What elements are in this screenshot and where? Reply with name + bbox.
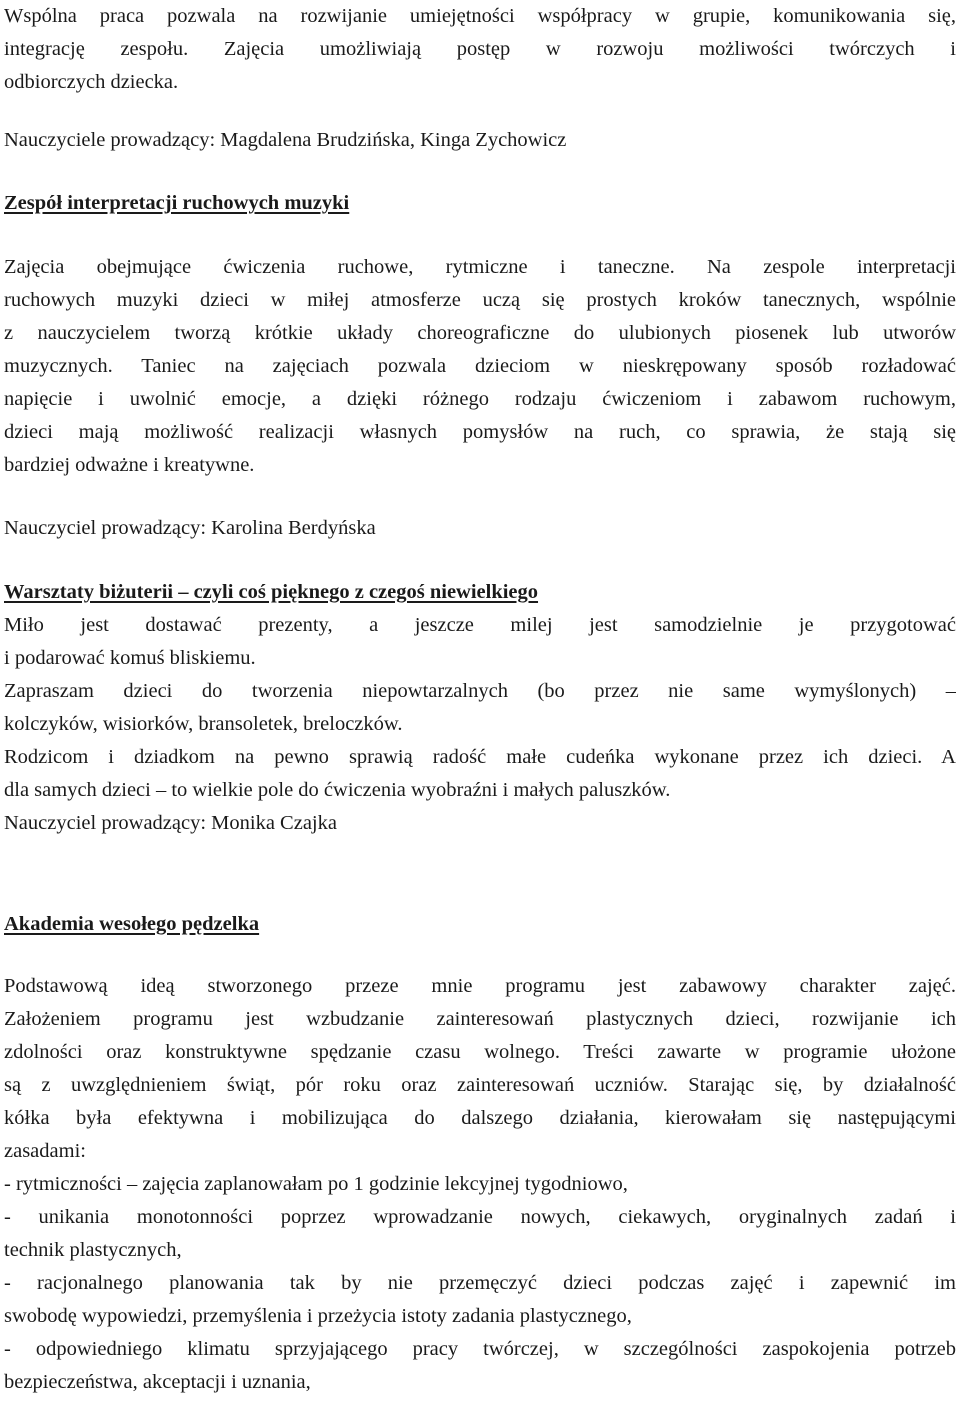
paragraph-line: odbiorczych dziecka. bbox=[4, 71, 179, 93]
paragraph-line: i podarować komuś bliskiemu. bbox=[4, 647, 256, 669]
paragraph-line: muzycznych. Taniec na zajęciach pozwala dzieciom w nieskrępowany sposób rozładować bbox=[4, 355, 956, 377]
teacher-line-2 bbox=[4, 512, 956, 545]
jewelry-paragraph bbox=[4, 609, 956, 840]
paragraph-line: Zapraszam dzieci do tworzenia niepowtarzalnych (bo przez nie same wymyślonych) – bbox=[4, 680, 956, 702]
paragraph-line: Założeniem programu jest wzbudzanie zainteresowań plastycznych dzieci, rozwijanie ich bbox=[4, 1008, 956, 1030]
paragraph-line: Nauczyciele prowadzący: Magdalena Brudzińska, Kinga Zychowicz bbox=[4, 129, 567, 151]
paragraph-line: Wspólna praca pozwala na rozwijanie umiejętności współpracy w grupie, komunikowania się, bbox=[4, 5, 956, 27]
paragraph-line: swobodę wypowiedzi, przemyślenia i przeżycia istoty zadania plastycznego, bbox=[4, 1305, 632, 1327]
paragraph-line: Nauczyciel prowadzący: Karolina Berdyńska bbox=[4, 517, 376, 539]
paragraph-line: - odpowiedniego klimatu sprzyjającego pracy twórczej, w szczególności zaspokojenia potrzeb bbox=[4, 1338, 956, 1360]
paragraph-line: są z uwzględnieniem świąt, pór roku oraz zainteresowań uczniów. Starając się, by działalność bbox=[4, 1074, 956, 1096]
paragraph-line: kolczyków, wisiorków, bransoletek, breloczków. bbox=[4, 713, 403, 735]
paragraph-line: ruchowych muzyki dzieci w miłej atmosferze uczą się prostych kroków tanecznych, wspólnie bbox=[4, 289, 956, 311]
paragraph-line: zasadami: bbox=[4, 1140, 86, 1162]
paragraph-line: z nauczycielem tworzą krótkie układy choreograficzne do ulubionych piosenek lub utworów bbox=[4, 322, 956, 344]
paragraph-line: technik plastycznych, bbox=[4, 1239, 182, 1261]
paragraph-line: bezpieczeństwa, akceptacji i uznania, bbox=[4, 1371, 311, 1393]
paragraph-line: kółka była efektywna i mobilizująca do dalszego działania, kierowałam się następującymi bbox=[4, 1107, 956, 1129]
section-heading-dance: Zespół interpretacji ruchowych muzyki bbox=[4, 192, 350, 214]
dance-paragraph bbox=[4, 251, 956, 482]
paragraph-line: dla samych dzieci – to wielkie pole do ćwiczenia wyobraźni i małych paluszków. bbox=[4, 779, 671, 801]
paragraph-line: Rodzicom i dziadkom na pewno sprawią radość małe cudeńka wykonane przez ich dzieci. A bbox=[4, 746, 956, 768]
paragraph-line: dzieci mają możliwość realizacji własnych pomysłów na ruch, co sprawia, że stają się bbox=[4, 421, 956, 443]
paragraph-line: - unikania monotonności poprzez wprowadzanie nowych, ciekawych, oryginalnych zadań i bbox=[4, 1206, 956, 1228]
paragraph-line: bardziej odważne i kreatywne. bbox=[4, 454, 255, 476]
teacher-line-1 bbox=[4, 124, 956, 157]
paragraph-line: Nauczyciel prowadzący: Monika Czajka bbox=[4, 812, 337, 834]
paragraph-line: - rytmiczności – zajęcia zaplanowałam po 1 godzinie lekcyjnej tygodniowo, bbox=[4, 1173, 628, 1195]
section-heading-painting: Akademia wesołego pędzelka bbox=[4, 913, 260, 935]
painting-paragraph bbox=[4, 970, 956, 1399]
paragraph-line: integrację zespołu. Zajęcia umożliwiają postęp w rozwoju możliwości twórczych i bbox=[4, 38, 956, 60]
intro-paragraph bbox=[4, 0, 956, 99]
paragraph-line: Podstawową ideą stworzonego przeze mnie programu jest zabawowy charakter zajęć. bbox=[4, 975, 956, 997]
paragraph-line: Miło jest dostawać prezenty, a jeszcze milej jest samodzielnie je przygotować bbox=[4, 614, 956, 636]
paragraph-line: Zajęcia obejmujące ćwiczenia ruchowe, rytmiczne i taneczne. Na zespole interpretacji bbox=[4, 256, 956, 278]
paragraph-line: - racjonalnego planowania tak by nie przemęczyć dzieci podczas zajęć i zapewnić im bbox=[4, 1272, 956, 1294]
paragraph-line: zdolności oraz konstruktywne spędzanie czasu wolnego. Treści zawarte w programie ułożone bbox=[4, 1041, 956, 1063]
paragraph-line: napięcie i uwolnić emocje, a dzięki różnego rodzaju ćwiczeniom i zabawom ruchowym, bbox=[4, 388, 956, 410]
section-heading-jewelry: Warsztaty biżuterii – czyli coś pięknego z czegoś niewielkiego bbox=[4, 581, 539, 603]
